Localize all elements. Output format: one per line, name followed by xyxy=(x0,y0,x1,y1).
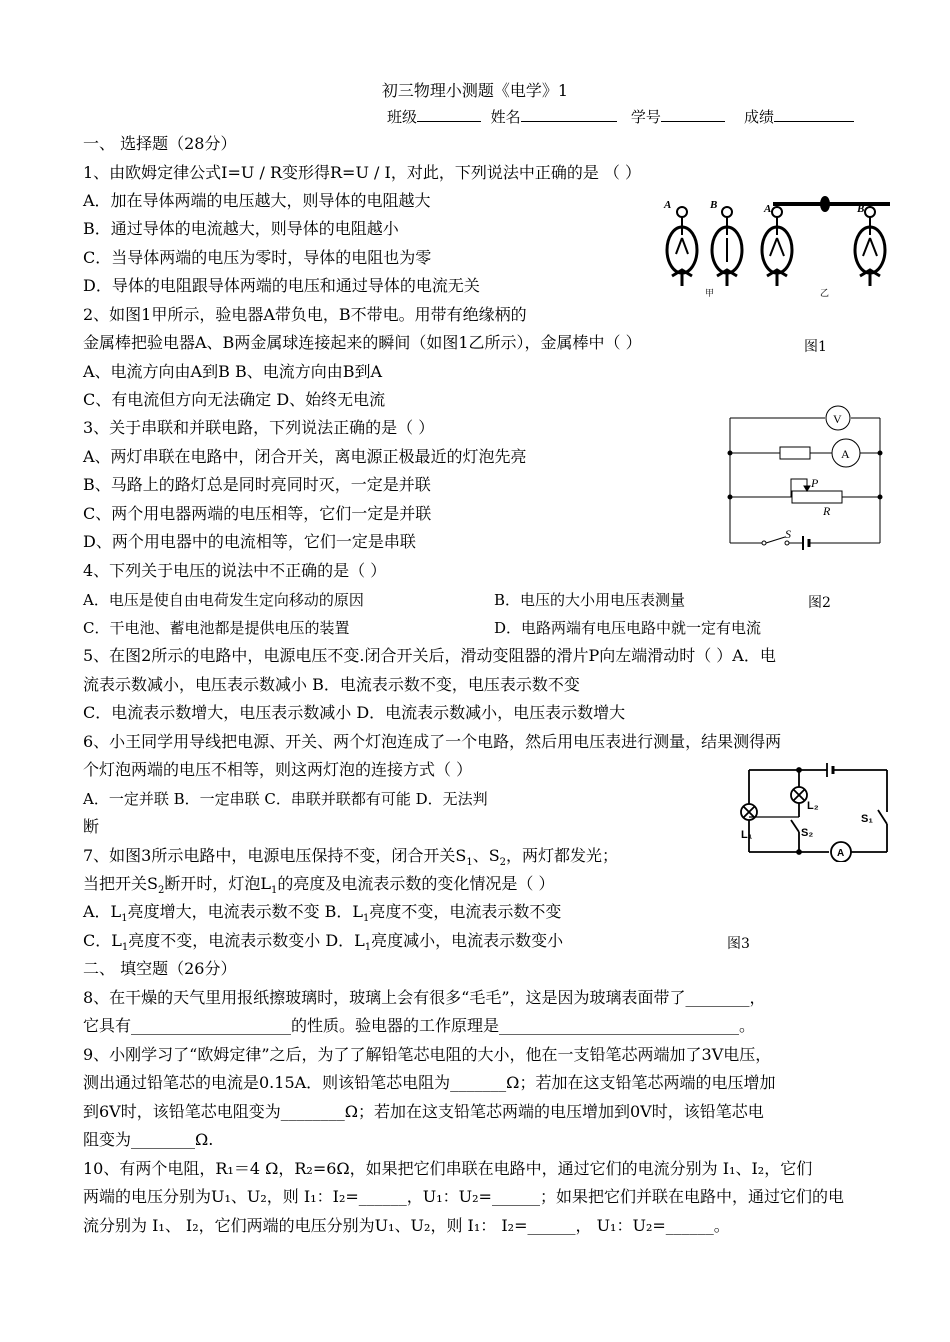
class-blank xyxy=(417,107,481,122)
figure-2-circuit xyxy=(725,400,885,552)
q6-line-1: 6、小王同学用导线把电源、开关、两个灯泡连成了一个电路，然后用电压表进行测量，结果测得两 xyxy=(83,732,782,751)
q3-option-b: B、马路上的路灯总是同时亮同时灭，一定是并联 xyxy=(83,475,431,494)
q6-options: A．一定并联 B．一定串联 C．串联并联都有可能 D．无法判 xyxy=(83,790,488,808)
fig1-label-b2: B xyxy=(857,203,865,215)
fig2-voltmeter-label: V xyxy=(833,412,842,426)
figure-1-electroscopes xyxy=(660,190,892,300)
figure-1-caption: 图1 xyxy=(804,339,827,355)
q1-option-a: A．加在导体两端的电压越大，则导体的电阻越大 xyxy=(83,191,431,210)
q8-line-1: 8、在干燥的天气里用报纸擦玻璃时，玻璃上会有很多“毛毛”，这是因为玻璃表面带了________， xyxy=(83,988,766,1007)
score-blank xyxy=(774,107,854,122)
q5-line-3: C．电流表示数增大，电压表示数减小 D．电流表示数减小，电压表示数增大 xyxy=(83,703,626,722)
q6-line-2: 个灯泡两端的电压不相等，则这两灯泡的连接方式（ ） xyxy=(83,760,473,779)
q9-line-1: 9、小刚学习了“欧姆定律”之后，为了了解铅笔芯电阻的大小，他在一支铅笔芯两端加了3V电压， xyxy=(83,1045,772,1064)
q7-line-2: 当把开关$S_2$断开时，灯泡$L_1$的亮度及电流表示数的变化情况是（ ） xyxy=(83,874,555,897)
q2-stem-1: 2、如图1甲所示，验电器A带负电，B不带电。用带有绝缘柄的 xyxy=(83,305,527,324)
q10-line-3: 流分别为 I₁、 I₂，它们两端的电压分别为U₁、U₂，则 I₁： I₂=______， U₁：U₂=______。 xyxy=(83,1216,730,1235)
q2-stem-2: 金属棒把验电器A、B两金属球连接起来的瞬间（如图1乙所示），金属棒中（ ） xyxy=(83,333,642,352)
fig1-caption-yi: 乙 xyxy=(820,289,830,299)
q1-option-c: C．当导体两端的电压为零时，导体的电阻也为零 xyxy=(83,248,432,267)
q7-options-cd: C．$L_1$亮度不变，电流表示数变小 D．$L_1$亮度减小，电流表示数变小 xyxy=(83,931,564,954)
q4-option-b: B．电压的大小用电压表测量 xyxy=(494,591,686,609)
id-label: 学号 xyxy=(630,108,661,126)
class-label: 班级 xyxy=(387,108,418,126)
q9-line-4: 阻变为________Ω. xyxy=(83,1130,214,1149)
figure-2-caption: 图2 xyxy=(808,595,831,611)
q4-option-d: D．电路两端有电压电路中就一定有电流 xyxy=(494,619,762,637)
q10-line-1: 10、有两个电阻，R₁＝4 Ω，R₂=6Ω，如果把它们串联在电路中，通过它们的电流分别为 I₁、I₂，它们 xyxy=(83,1159,813,1178)
q6-line-4: 断 xyxy=(83,817,100,836)
name-blank xyxy=(521,107,617,122)
q1-option-b: B．通过导体的电流越大，则导体的电阻越小 xyxy=(83,219,399,238)
fig2-rheostat-label: R xyxy=(823,504,831,518)
fig2-ammeter-label: A xyxy=(841,447,850,461)
q1-option-d: D．导体的电阻跟导体两端的电压和通过导体的电流无关 xyxy=(83,276,480,295)
q3-option-d: D、两个用电器中的电流相等，它们一定是串联 xyxy=(83,532,416,551)
q3-option-a: A、两灯串联在电路中，闭合开关，离电源正极最近的灯泡先亮 xyxy=(83,447,527,466)
name-label: 姓名 xyxy=(490,108,521,126)
fig1-caption-jia: 甲 xyxy=(705,289,715,299)
score-label: 成绩 xyxy=(743,108,774,126)
q5-line-1: 5、在图2所示的电路中，电源电压不变.闭合开关后，滑动变阻器的滑片P向左端滑动时（ ）A．电 xyxy=(83,646,776,665)
fig3-switch-s1-label: S₁ xyxy=(861,813,873,825)
fig1-label-a2: A xyxy=(764,203,772,215)
q4-option-c: C．干电池、蓄电池都是提供电压的装置 xyxy=(83,619,350,637)
fig2-switch-label: S xyxy=(785,527,791,541)
q7-line-1: 7、如图3所示电路中，电源电压保持不变，闭合开关$S_1$、$S_2$，两灯都发光； xyxy=(83,846,619,869)
fig3-lamp-l2-label: L₂ xyxy=(807,800,819,812)
q5-line-2: 流表示数减小，电压表示数减小 B．电流表示数不变，电压表示数不变 xyxy=(83,675,580,694)
q3-stem: 3、关于串联和并联电路，下列说法正确的是（ ） xyxy=(83,418,435,437)
fig3-switch-s2-label: S₂ xyxy=(801,827,814,839)
q10-line-2: 两端的电压分别为U₁、U₂，则 I₁：I₂=______，U₁：U₂=______；如果把它们并联在电路中，通过它们的电 xyxy=(83,1187,844,1206)
fig1-label-b: B xyxy=(710,199,718,211)
id-blank xyxy=(661,107,725,122)
q7-options-ab: A．$L_1$亮度增大，电流表示数不变 B．$L_1$亮度不变，电流表示数不变 xyxy=(83,902,562,925)
fig1-label-a: A xyxy=(664,199,672,211)
figure-3-caption: 图3 xyxy=(727,936,750,952)
page-title: 初三物理小测题《电学》1 xyxy=(381,81,569,100)
student-info xyxy=(387,106,854,127)
q2-options-ab: A、电流方向由A到B B、电流方向由B到A xyxy=(83,362,383,381)
section-heading-choice: 一、 选择题（28分） xyxy=(83,134,237,153)
fig3-ammeter-label: A xyxy=(837,848,845,859)
q8-line-2: 它具有____________________的性质。验电器的工作原理是______________________________。 xyxy=(83,1016,756,1035)
q2-options-cd: C、有电流但方向无法确定 D、始终无电流 xyxy=(83,390,386,409)
q9-line-3: 到6V时，该铅笔芯电阻变为________Ω；若加在这支铅笔芯两端的电压增加到0V时，该铅笔芯电 xyxy=(83,1102,764,1121)
fig2-slider-label: P xyxy=(811,476,819,490)
q3-option-c: C、两个用电器两端的电压相等，它们一定是并联 xyxy=(83,504,432,523)
q4-option-a: A．电压是使自由电荷发生定向移动的原因 xyxy=(83,591,364,609)
section-heading-fill: 二、 填空题（26分） xyxy=(83,959,237,978)
q9-line-2: 测出通过铅笔芯的电流是0.15A．则该铅笔芯电阻为_______Ω；若加在这支铅笔芯两端的电压增加 xyxy=(83,1073,776,1092)
q1-stem: 1、由欧姆定律公式I=U / R变形得R=U / I，对此，下列说法中正确的是 （ ） xyxy=(83,163,641,182)
fig3-lamp-l1-label: L₁ xyxy=(741,829,753,841)
q4-stem: 4、下列关于电压的说法中不正确的是（ ） xyxy=(83,561,387,580)
figure-3-circuit xyxy=(737,762,899,862)
